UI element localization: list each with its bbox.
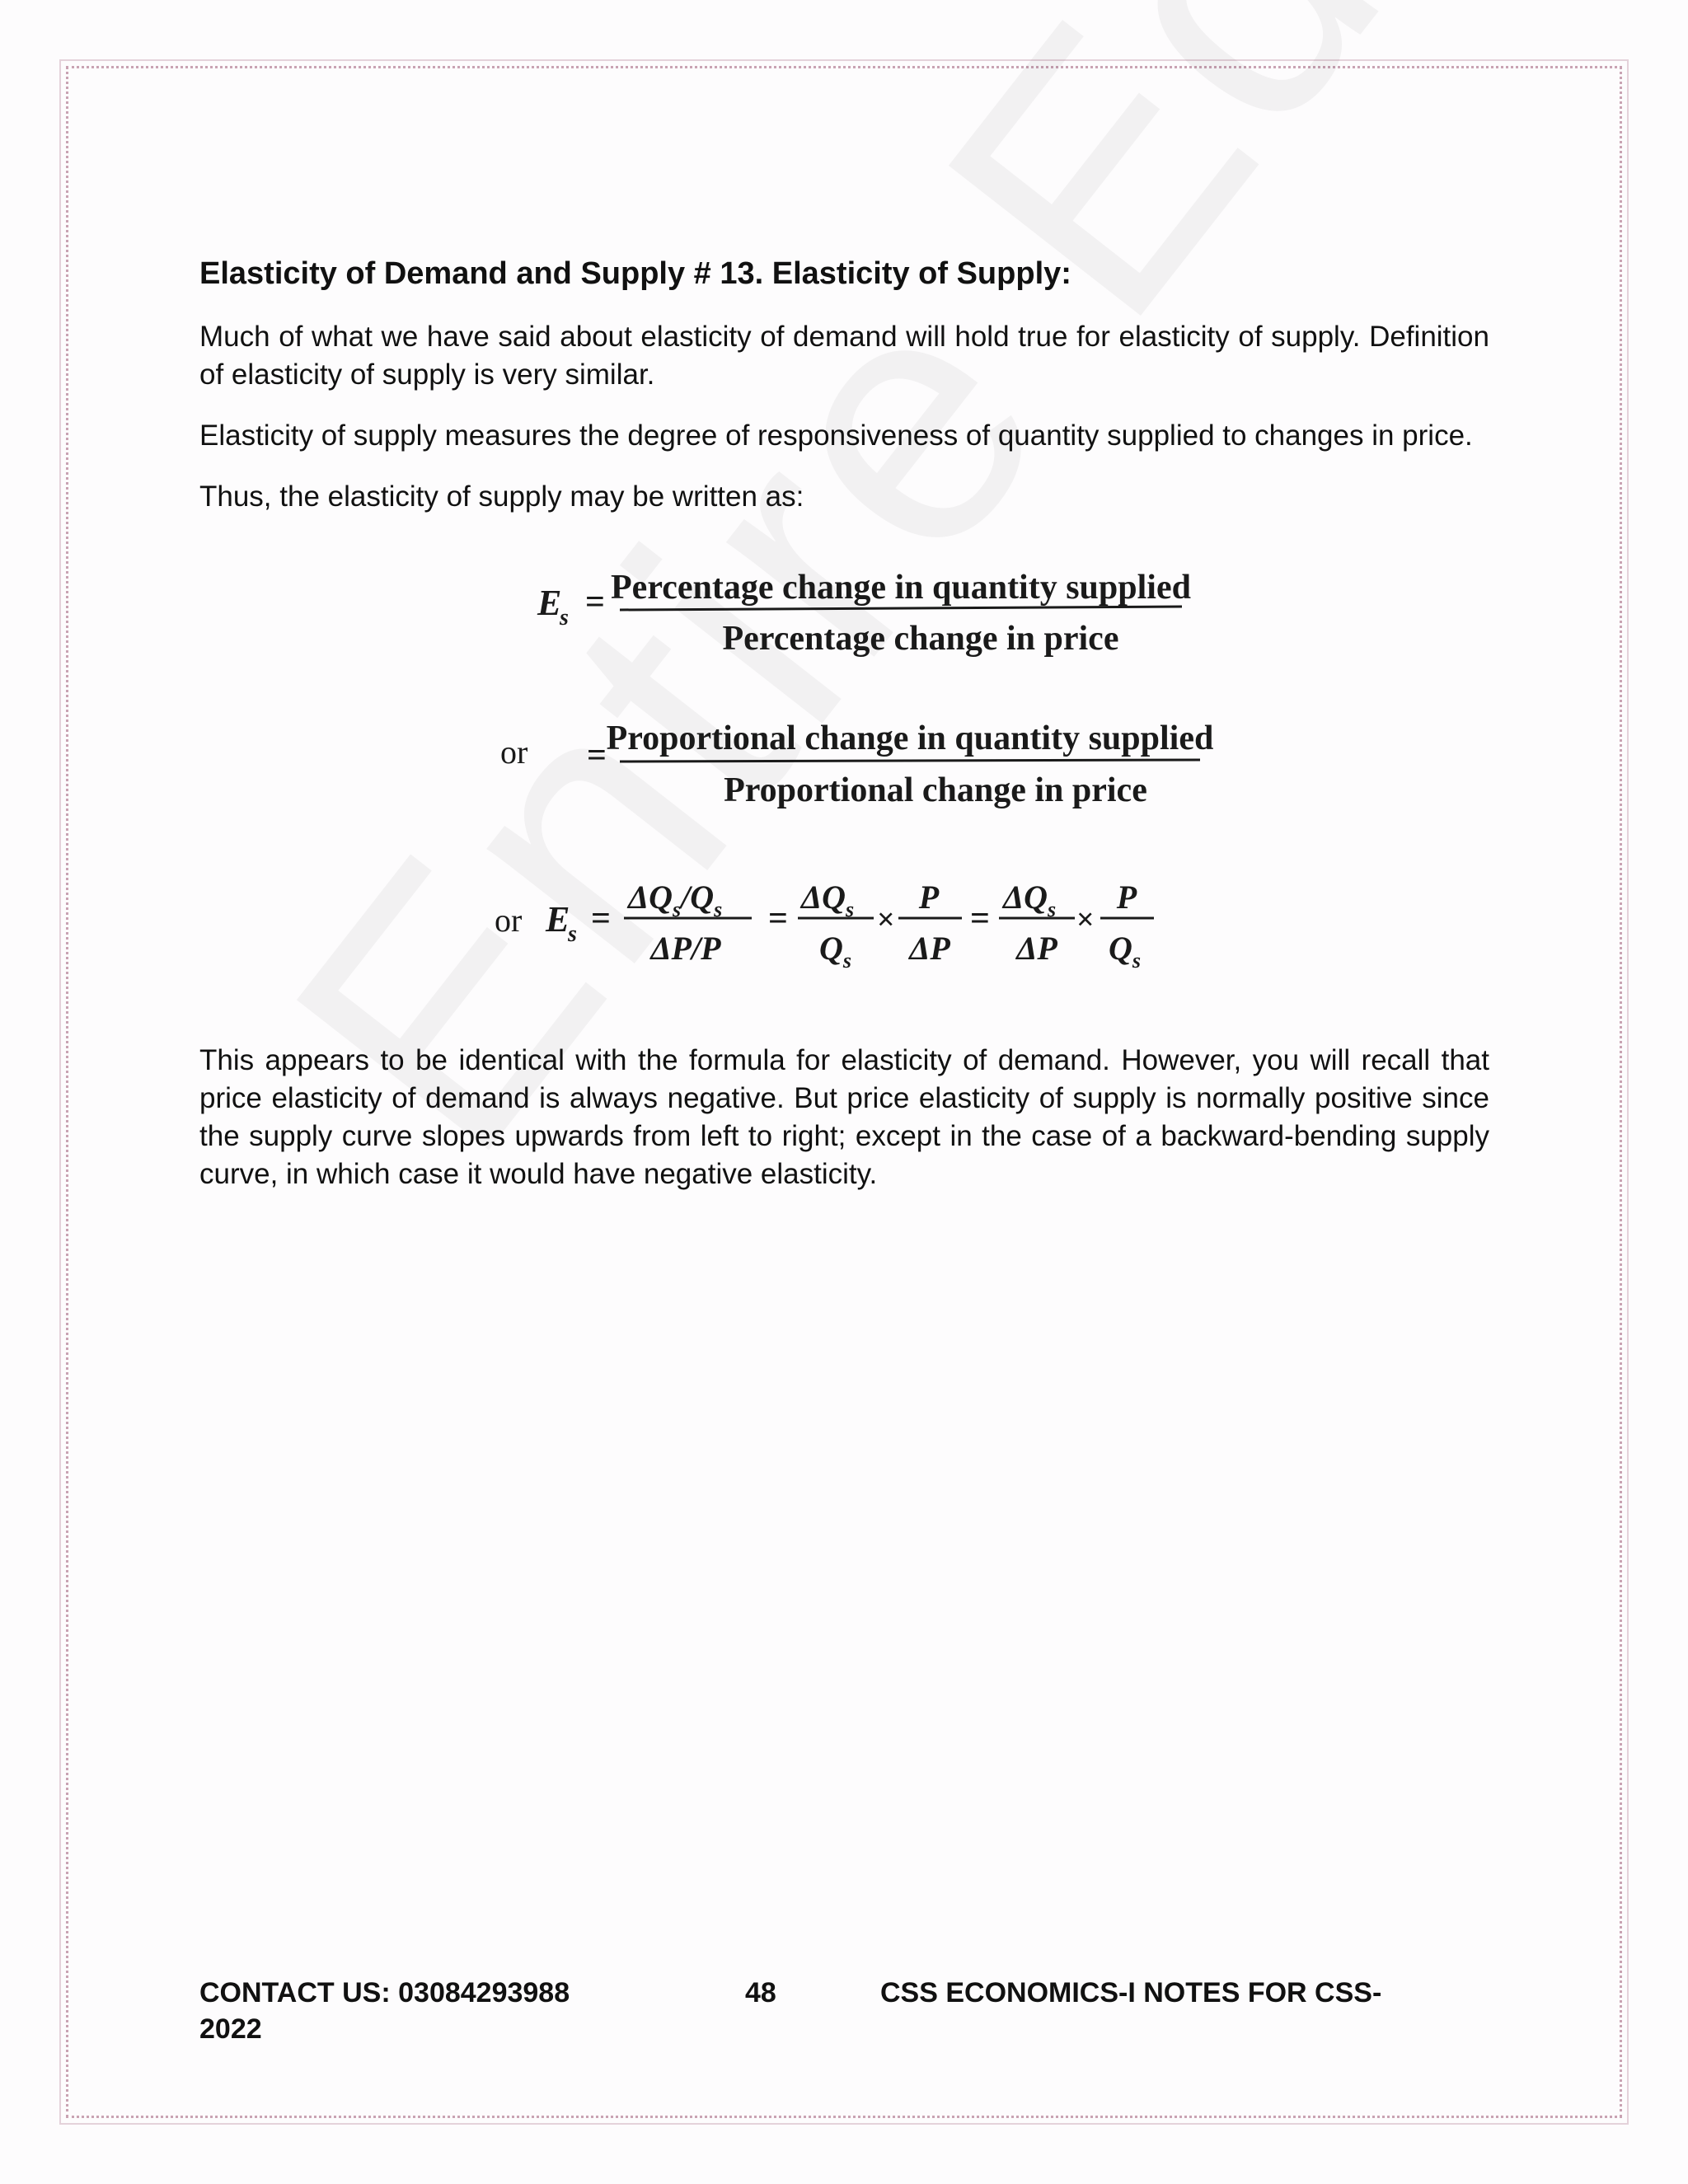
fraction-1-denominator: ΔP/P <box>650 929 721 967</box>
fraction-5-denominator: $Q_s$ <box>1109 929 1142 972</box>
equals-sign: = <box>587 736 607 775</box>
fraction-1-numerator: $\Delta Q_s/Q_s$ <box>628 878 723 921</box>
fraction-denominator: Proportional change in price <box>724 771 1147 809</box>
lhs-subscript: s <box>568 921 577 947</box>
equals-sign: = <box>970 899 990 938</box>
fraction-numerator: Percentage change in quantity supplied <box>611 568 1191 607</box>
main-content <box>199 255 1489 1216</box>
equals-sign: = <box>585 583 605 621</box>
footer-notes-year: 2022 <box>199 2013 262 2045</box>
lhs-symbol: E <box>537 582 562 623</box>
fraction-denominator: Percentage change in price <box>722 619 1119 658</box>
times-sign: × <box>877 902 895 937</box>
paragraph-formula-intro: Thus, the elasticity of supply may be written as: <box>199 480 804 513</box>
fraction-3-numerator: P <box>918 878 940 916</box>
paragraph-conclusion: This appears to be identical with the formula for elasticity of demand. However, you will recall that price elasticity of demand is always negative. But price elasticity of supply is normally positive since the supply curve slopes upwards from left to right; except in the case of a backward-bending supply curve, in which case it would have negative elasticity. <box>199 1043 1489 1190</box>
elasticity-formula <box>199 539 1489 1001</box>
section-heading: Elasticity of Demand and Supply # 13. Elasticity of Supply: <box>199 256 1071 291</box>
formula-line-2 <box>500 719 1213 809</box>
fraction-3-denominator: ΔP <box>909 929 950 967</box>
fraction-numerator: Proportional change in quantity supplied <box>606 719 1214 757</box>
footer-contact: CONTACT US: 03084293988 <box>199 1977 570 2008</box>
equals-sign: = <box>591 899 611 938</box>
fraction-bar <box>620 760 1200 762</box>
footer-notes-title: CSS ECONOMICS-I NOTES FOR CSS- <box>880 1977 1382 2008</box>
formula-line-1 <box>537 569 1191 658</box>
fraction-4-numerator: $\Delta Q_s$ <box>1003 878 1057 921</box>
fraction-bar <box>620 607 1182 610</box>
equals-sign: = <box>768 899 788 938</box>
fraction-2-denominator: $Q_s$ <box>819 929 852 972</box>
or-label: or <box>495 901 523 939</box>
formula-line-3 <box>495 879 1154 972</box>
fraction-5-numerator: P <box>1116 878 1137 916</box>
lhs-symbol: E <box>546 898 570 940</box>
page-number: 48 <box>745 1977 776 2008</box>
lhs-subscript: s <box>560 604 569 630</box>
paragraph-definition: Elasticity of supply measures the degree of responsiveness of quantity supplied to changes in price. <box>199 419 1473 452</box>
fraction-2-numerator: $\Delta Q_s$ <box>801 878 855 921</box>
fraction-4-denominator: ΔP <box>1016 929 1057 967</box>
paragraph-intro: Much of what we have said about elasticity of demand will hold true for elasticity of supply. Definition of elasticity of supply is very similar. <box>199 320 1489 391</box>
or-label: or <box>500 733 528 771</box>
times-sign: × <box>1076 902 1095 937</box>
